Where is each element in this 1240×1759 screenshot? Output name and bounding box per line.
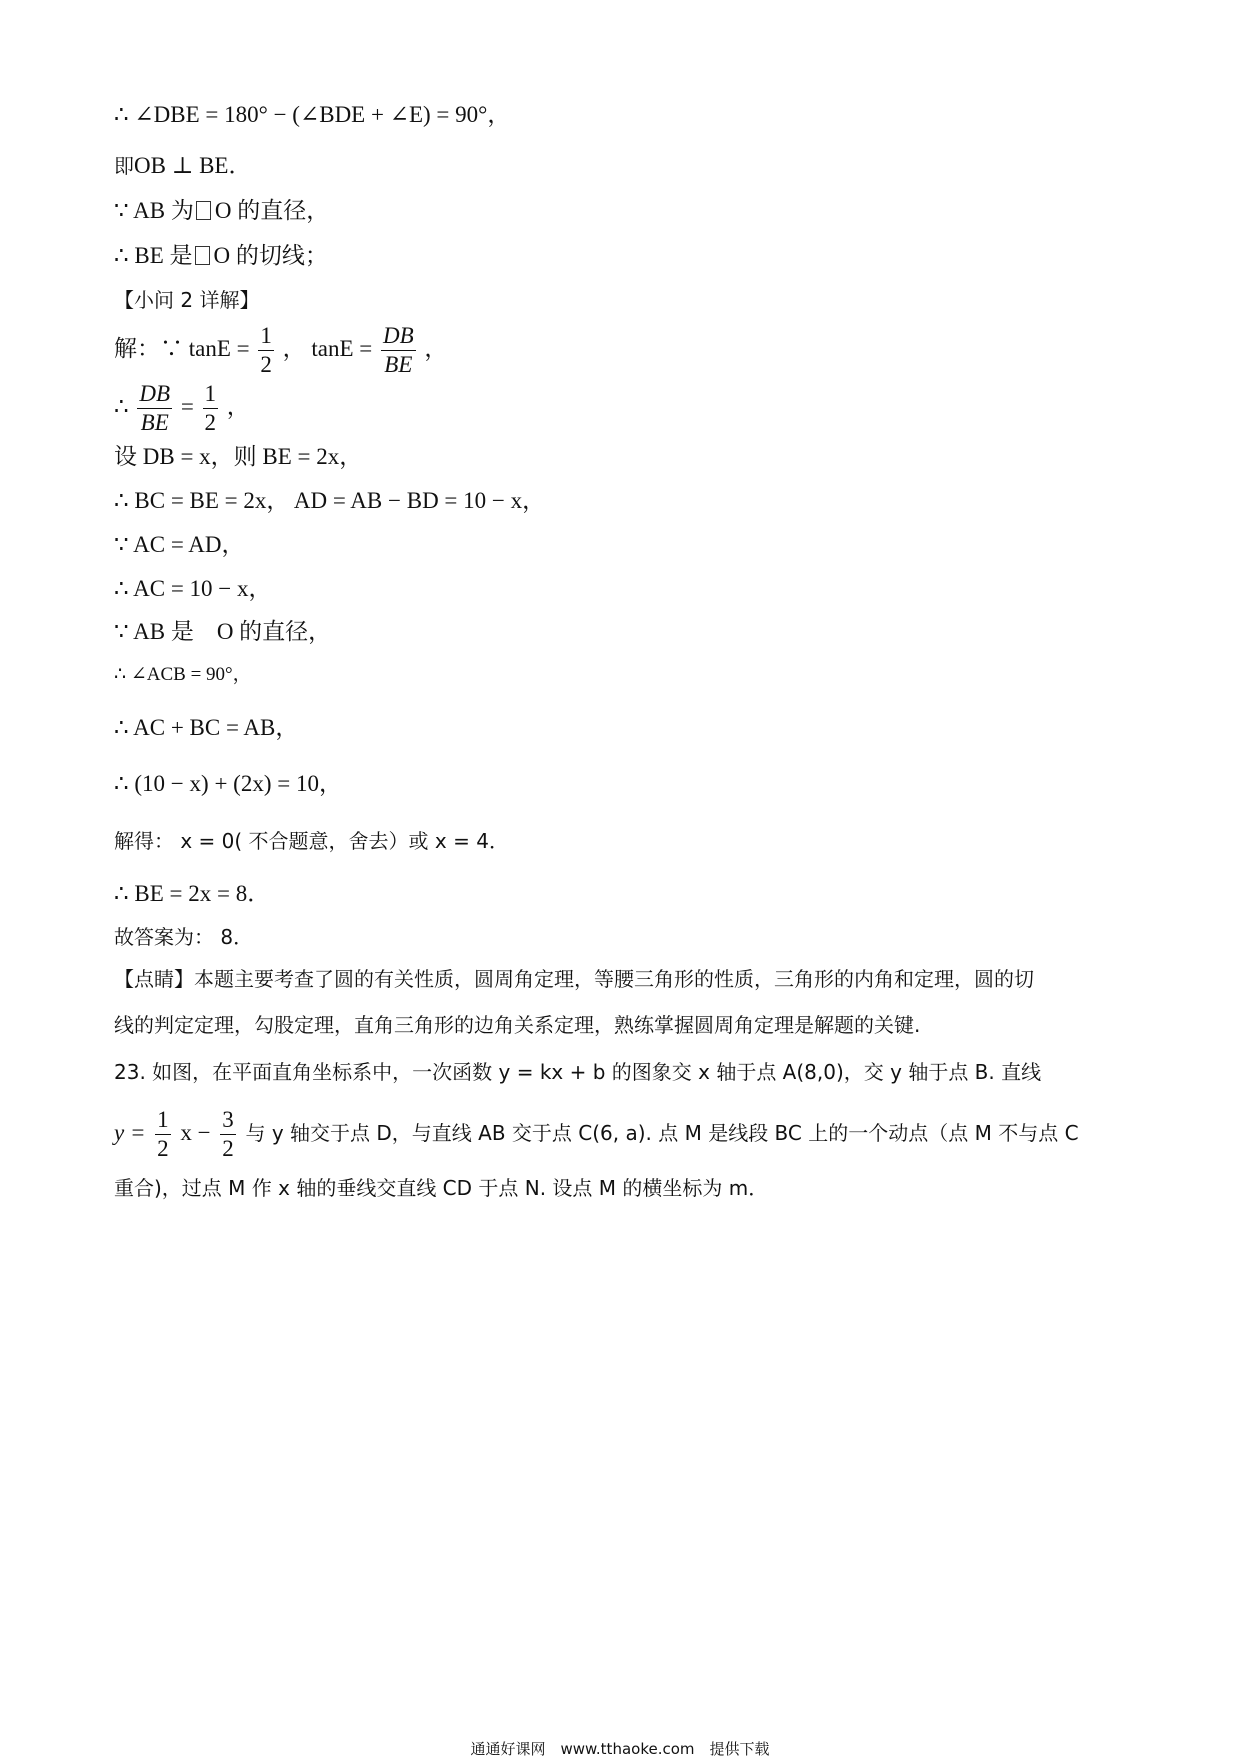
line-be-result: ∴ BE = 2x = 8．: [114, 881, 271, 906]
fraction: $\frac{3}{2}$: [222, 1107, 234, 1162]
line-tan-e: 解：∵ tanE = $\frac{1}{2}$ ， tanE = $\frac{DB}{BE}$ ，: [114, 323, 448, 378]
circle-symbol-icon: [196, 201, 211, 220]
fraction: $\frac{DB}{BE}$: [383, 323, 414, 378]
line-solution: 解得： x = 0( 不合题意，舍去）或 x = 4．: [114, 829, 509, 853]
section-heading-q2: 【小问 2 详解】: [114, 288, 260, 312]
line-pythagoras: ∴ AC + BC = AB，: [114, 715, 299, 740]
commentary-line-2: 线的判定定理，勾股定理，直角三角形的边角关系定理，熟练掌握圆周角定理是解题的关键.: [114, 1013, 921, 1037]
question-23-line-3: 重合)，过点 M 作 x 轴的垂线交直线 CD 于点 N. 设点 M 的横坐标为 m．: [114, 1176, 769, 1200]
line-be-tangent: ∴ BE 是 O 的切线；: [114, 243, 328, 268]
fraction: $\frac{DB}{BE}$: [139, 381, 171, 436]
circle-symbol-icon: [195, 246, 210, 265]
line-ab-diameter: ∵ AB 为 O 的直径，: [114, 198, 330, 223]
line-ac-value: ∴ AC = 10 − x，: [114, 576, 272, 601]
line-answer: 故答案为： 8．: [114, 925, 254, 949]
line-angle-dbe: ∴ ∠DBE = 180° − (∠BDE + ∠E) = 90°，: [114, 102, 511, 127]
line-bc-ad: ∴ BC = BE = 2x， AD = AB − BD = 10 − x，: [114, 488, 546, 513]
line-db-over-be: ∴ $\frac{DB}{BE}$ = $\frac{1}{2}$ ，: [114, 381, 250, 436]
fraction: $\frac{1}{2}$: [204, 381, 217, 436]
line-ab-is-diameter: ∵ AB 是 O 的直径，: [114, 619, 332, 644]
line-ob-perp-be: 即OB ⊥ BE．: [114, 153, 252, 178]
line-equation: ∴ (10 − x) + (2x) = 10，: [114, 771, 342, 796]
line-set-db: 设 DB = x，则 BE = 2x，: [114, 444, 363, 469]
question-23-line-2: y = $\frac{1}{2}$ x − $\frac{3}{2}$ 与 y 轴交于点 D，与直线 AB 交于点 C(6, a). 点 M 是线段 BC 上的一个动点（点 M 不与点 C: [114, 1107, 1079, 1162]
question-23-line-1: 23. 如图，在平面直角坐标系中，一次函数 y = kx + b 的图象交 x 轴于点 A(8,0)，交 y 轴于点 B. 直线: [114, 1060, 1042, 1084]
fraction: $\frac{1}{2}$: [260, 323, 272, 378]
fraction: $\frac{1}{2}$: [157, 1107, 169, 1162]
commentary-line-1: 【点睛】本题主要考查了圆的有关性质，圆周角定理，等腰三角形的性质，三角形的内角和定理，圆的切: [114, 967, 1034, 991]
line-ac-eq-ad: ∵ AC = AD，: [114, 532, 245, 557]
line-angle-acb: ∴ ∠ACB = 90°，: [114, 664, 252, 685]
footer-text: 通通好课网 www.tthaoke.com 提供下载: [470, 1740, 770, 1758]
